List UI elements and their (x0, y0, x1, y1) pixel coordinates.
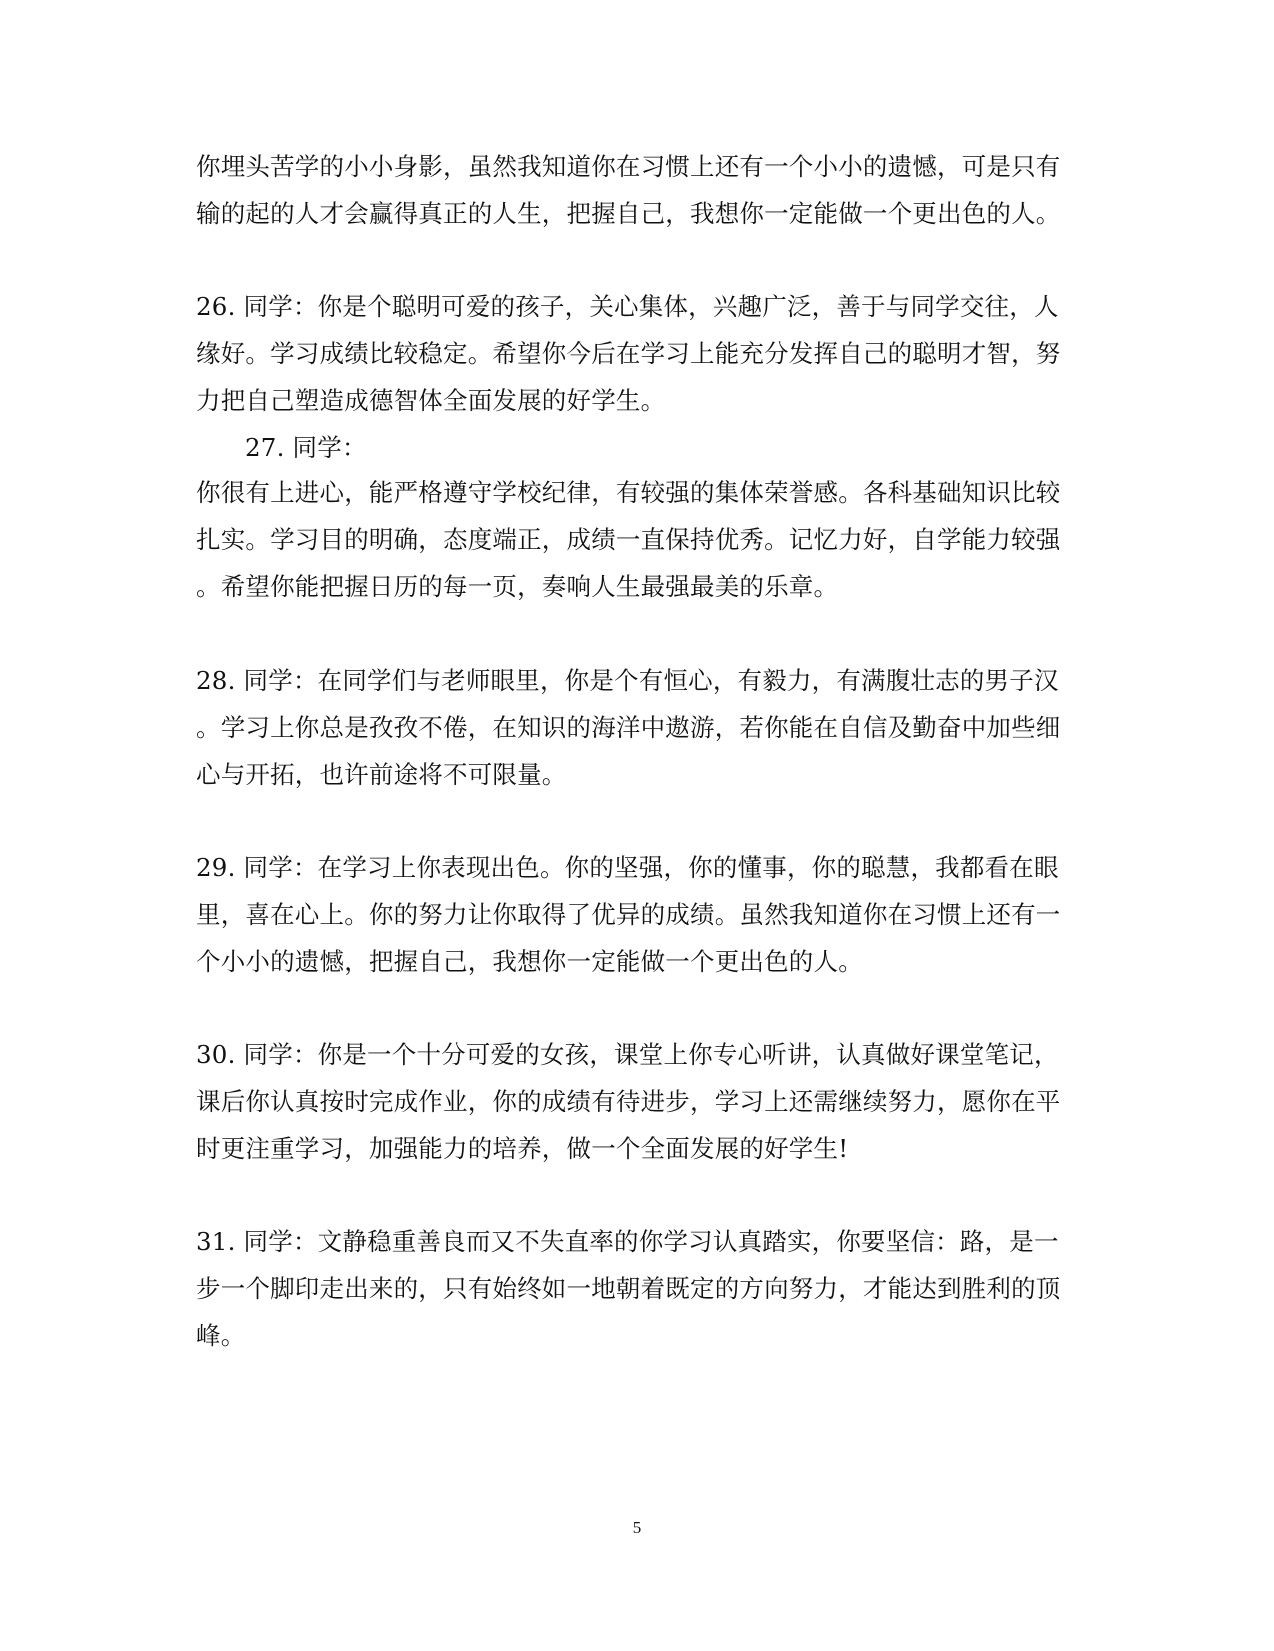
text-line: 29. 同学：在学习上你表现出色。你的坚强，你的懂事，你的聪慧，我都看在眼 (196, 853, 1059, 882)
text-line: 扎实。学习目的明确，态度端正，成绩一直保持优秀。记忆力好，自学能力较强 (196, 525, 1061, 554)
text-line: 26. 同学：你是个聪明可爱的孩子，关心集体，兴趣广泛，善于与同学交往，人 (196, 292, 1059, 321)
text-line: 31. 同学：文静稳重善良而又不失直率的你学习认真踏实，你要坚信：路，是一 (196, 1227, 1059, 1256)
text-line: 力把自己塑造成德智体全面发展的好学生。 (196, 386, 666, 415)
text-line: 课后你认真按时完成作业，你的成绩有待进步，学习上还需继续努力，愿你在平 (196, 1087, 1061, 1116)
text-line: 。希望你能把握日历的每一页，奏响人生最强最美的乐章。 (196, 572, 839, 601)
text-line: 峰。 (196, 1321, 246, 1350)
text-line: 步一个脚印走出来的，只有始终如一地朝着既定的方向努力，才能达到胜利的顶 (196, 1274, 1061, 1303)
text-line: 28. 同学：在同学们与老师眼里，你是个有恒心，有毅力，有满腹壮志的男子汉 (196, 666, 1059, 695)
page-number: 5 (632, 1518, 642, 1537)
text-line: 缘好。学习成绩比较稳定。希望你今后在学习上能充分发挥自己的聪明才智，努 (196, 339, 1061, 368)
text-line: 里，喜在心上。你的努力让你取得了优异的成绩。虽然我知道你在习惯上还有一 (196, 900, 1061, 929)
text-line: 你埋头苦学的小小身影，虽然我知道你在习惯上还有一个小小的遗憾，可是只有 (196, 152, 1061, 181)
text-line: 。学习上你总是孜孜不倦，在知识的海洋中遨游，若你能在自信及勤奋中加些细 (196, 713, 1061, 742)
text-line: 你很有上进心，能严格遵守学校纪律，有较强的集体荣誉感。各科基础知识比较 (196, 478, 1061, 507)
text-line: 输的起的人才会赢得真正的人生，把握自己，我想你一定能做一个更出色的人。 (196, 199, 1061, 228)
text-line: 时更注重学习，加强能力的培养，做一个全面发展的好学生! (196, 1134, 849, 1163)
text-line: 30. 同学：你是一个十分可爱的女孩，课堂上你专心听讲，认真做好课堂笔记， (196, 1040, 1059, 1069)
text-line: 个小小的遗憾，把握自己，我想你一定能做一个更出色的人。 (196, 947, 863, 976)
text-line: 心与开拓，也许前途将不可限量。 (196, 760, 567, 789)
text-line: 27. 同学： (245, 433, 367, 462)
